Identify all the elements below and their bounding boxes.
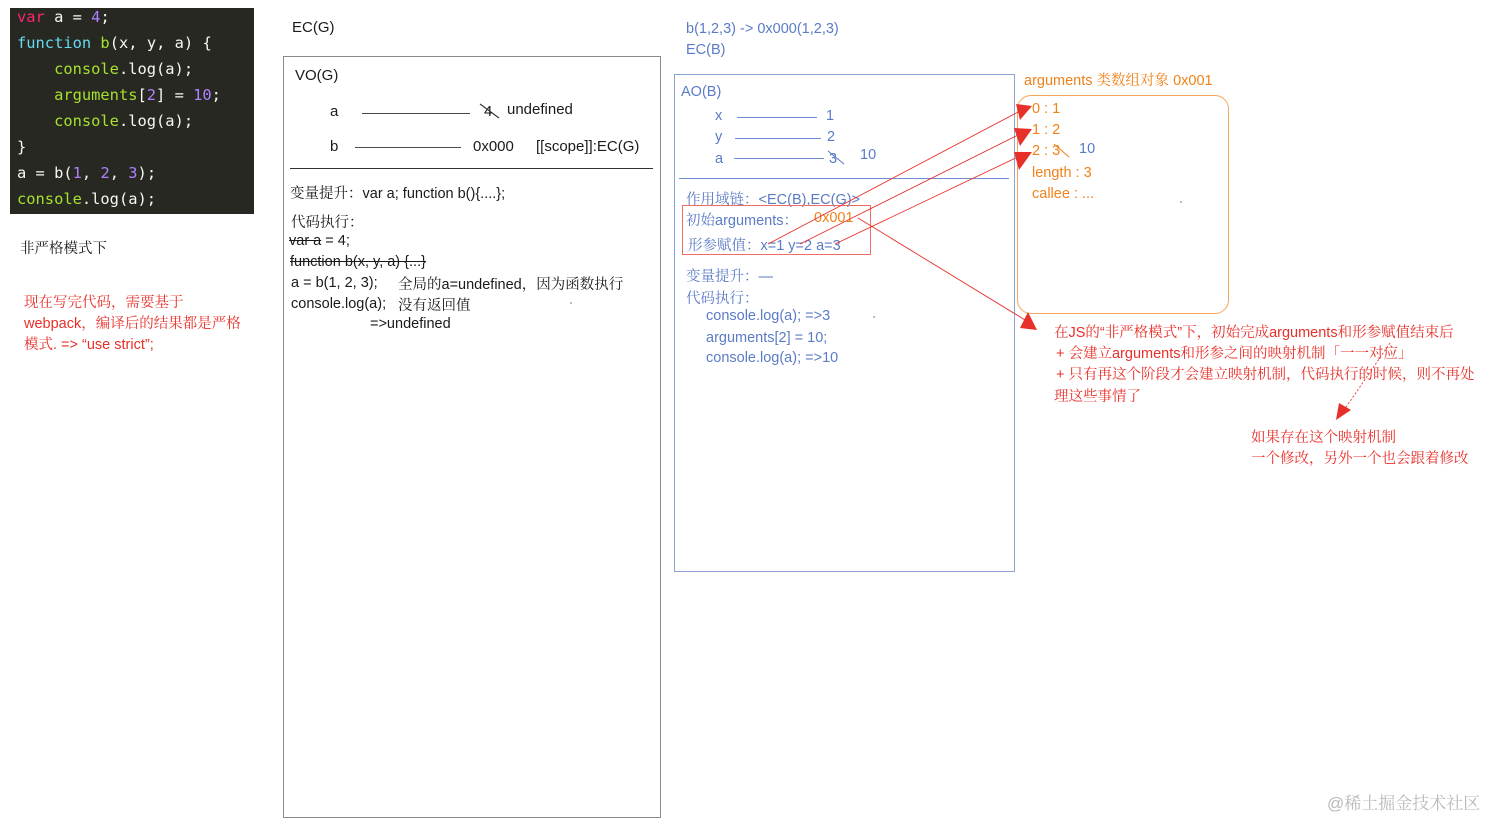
b-scope-chain: 作用域链：<EC(B),EC(G)> — [686, 192, 861, 208]
b-exec-line-1: console.log(a); =>3 — [706, 308, 831, 324]
code-token: ( — [109, 34, 119, 52]
code-token: console — [54, 60, 119, 78]
code-token: arguments — [54, 86, 138, 104]
code-token: 10 — [193, 86, 212, 104]
note-line-3: 模式. => “use strict”; — [24, 337, 154, 353]
vo-b-scope: [[scope]]:EC(G) — [536, 138, 640, 155]
code-token: function — [17, 34, 92, 52]
watermark: @稀土掘金技术社区 — [1327, 794, 1481, 813]
g-hoist: 变量提升：var a; function b(){....}; — [290, 186, 506, 202]
code-token: y — [146, 34, 157, 52]
code-token: a = b( — [17, 164, 73, 182]
b-hoist: 变量提升：— — [686, 269, 773, 285]
b-exec-title: 代码执行： — [686, 291, 759, 307]
code-token — [17, 112, 54, 130]
ao-a-cross-mark — [826, 148, 848, 168]
note-line-2: webpack，编译后的结果都是严格 — [24, 316, 241, 332]
code-token: a — [174, 34, 184, 52]
code-token: 2 — [100, 164, 110, 182]
code-line — [17, 112, 193, 130]
stray-dot — [873, 316, 875, 318]
code-token: .log(a); — [81, 190, 157, 208]
code-token — [17, 86, 54, 104]
code-line — [17, 86, 221, 104]
code-token: b — [100, 34, 110, 52]
vo-a-cross-mark — [478, 101, 502, 121]
args-callee: callee : ... — [1032, 186, 1095, 202]
vo-b-value: 0x000 — [473, 138, 514, 155]
code-line — [17, 8, 110, 26]
g-exec-line-1-strike: var a — [289, 233, 322, 249]
vo-var-b: b — [330, 138, 339, 155]
ao-b-title: AO(B) — [681, 84, 722, 100]
args-item-2-cross-mark — [1052, 141, 1072, 161]
ao-param-x: x — [715, 108, 723, 124]
code-token: a = — [44, 8, 92, 26]
ec-g-title: EC(G) — [292, 19, 335, 36]
code-token: , — [128, 34, 147, 52]
args-item-2-key: 2 : — [1032, 143, 1053, 159]
g-exec-line-4: console.log(a); — [291, 296, 387, 312]
mapping-note-line-3: + 只有再这个阶段才会建立映射机制，代码执行的时候，则不再处 — [1056, 367, 1475, 383]
mode-label: 非严格模式下 — [20, 241, 107, 257]
code-token: x — [118, 34, 129, 52]
effect-note-line-2: 一个修改，另外一个也会跟着修改 — [1251, 451, 1469, 467]
vo-b-line — [355, 147, 461, 148]
code-token: } — [17, 138, 27, 156]
code-token: var — [17, 8, 45, 26]
code-token: 4 — [91, 8, 101, 26]
ao-x-line — [737, 117, 817, 118]
ao-y-value: 2 — [827, 129, 836, 145]
mapping-note-line-2: + 会建立arguments和形参之间的映射机制「一一对应」 — [1056, 346, 1413, 362]
code-token: [ — [137, 86, 147, 104]
code-token — [17, 60, 54, 78]
code-line — [17, 60, 193, 78]
g-exec-line-1-rest: = 4; — [321, 233, 350, 249]
code-token: 3 — [128, 164, 138, 182]
ec-b-title: EC(B) — [686, 42, 726, 58]
code-token: ; — [211, 86, 221, 104]
code-token: , — [81, 164, 101, 182]
ao-a-new-value: 10 — [860, 147, 877, 163]
vo-a-old-value: 4 — [484, 103, 493, 120]
ao-a-line — [734, 158, 824, 159]
ao-x-value: 1 — [826, 108, 835, 124]
arrowhead-note — [1020, 312, 1037, 330]
code-token: ; — [100, 8, 110, 26]
args-length: length : 3 — [1032, 165, 1092, 181]
code-token: .log(a); — [118, 112, 194, 130]
code-line — [17, 138, 26, 156]
g-exec-line-1 — [289, 233, 350, 249]
stray-dot — [570, 302, 572, 304]
effect-note-line-1: 如果存在这个映射机制 — [1251, 430, 1396, 446]
b-exec-line-3: console.log(a); =>10 — [706, 350, 839, 366]
g-exec-line-3: a = b(1, 2, 3); — [291, 275, 378, 291]
ao-divider — [679, 178, 1009, 179]
ao-y-line — [735, 138, 821, 139]
code-line — [17, 164, 156, 182]
func-call: b(1,2,3) -> 0x000(1,2,3) — [686, 21, 839, 37]
ao-a-old-value: 3 — [829, 151, 838, 167]
code-token: 2 — [146, 86, 157, 104]
arrowhead-effect — [1336, 403, 1351, 420]
vo-a-value: undefined — [507, 101, 573, 118]
mapping-note-line-4: 理这些事情了 — [1054, 389, 1141, 405]
g-exec-line-3-note: 全局的a=undefined，因为函数执行 — [398, 277, 624, 293]
args-item-2-old: 3 — [1052, 143, 1061, 159]
ec-g-box — [283, 56, 661, 818]
note-line-1: 现在写完代码，需要基于 — [24, 295, 184, 311]
code-token: console — [54, 112, 119, 130]
code-token: ); — [137, 164, 157, 182]
code-token: .log(a); — [118, 60, 194, 78]
g-exec-title: 代码执行： — [291, 215, 364, 231]
vo-var-a: a — [330, 103, 339, 120]
b-init-args-label: 初始arguments： — [686, 213, 799, 229]
code-token: 1 — [72, 164, 82, 182]
b-param-assign: 形参赋值：x=1 y=2 a=3 — [688, 238, 841, 254]
args-item-0: 0 : 1 — [1032, 101, 1061, 117]
code-token: , — [109, 164, 129, 182]
code-token: ] = — [156, 86, 194, 104]
code-line — [17, 190, 156, 208]
vo-divider — [290, 168, 653, 169]
stray-dot — [1180, 201, 1182, 203]
code-token: , — [156, 34, 175, 52]
mapping-note-line-1: 在JS的“非严格模式”下，初始完成arguments和形参赋值结束后 — [1054, 325, 1454, 341]
code-panel — [10, 8, 254, 214]
vo-g-title: VO(G) — [295, 67, 339, 84]
code-token: console — [17, 190, 82, 208]
g-exec-line-4-note: 没有返回值 — [398, 298, 471, 314]
b-exec-line-2: arguments[2] = 10; — [706, 330, 828, 346]
ao-param-y: y — [715, 129, 723, 145]
code-token: ) { — [183, 34, 212, 52]
b-init-args-ref: 0x001 — [814, 210, 854, 226]
g-exec-line-2: function b(x, y, a) {...} — [290, 254, 426, 270]
code-line — [17, 34, 212, 52]
args-item-2-new: 10 — [1079, 141, 1096, 157]
args-title: arguments 类数组对象 0x001 — [1024, 73, 1213, 89]
args-item-1: 1 : 2 — [1032, 122, 1061, 138]
ao-param-a: a — [715, 151, 724, 167]
vo-a-line — [362, 113, 470, 114]
g-exec-line-5: =>undefined — [370, 316, 451, 332]
